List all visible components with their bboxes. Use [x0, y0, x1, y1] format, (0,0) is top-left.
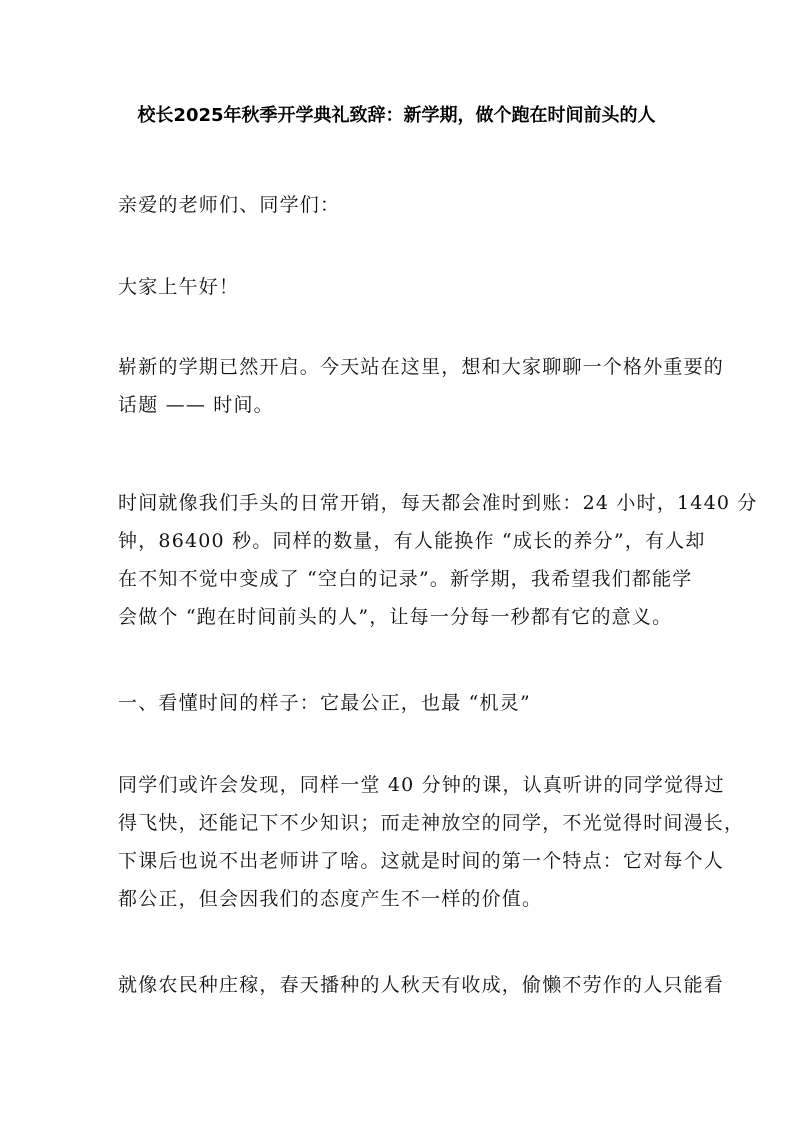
text-line: 得飞快，还能记下不少知识；而走神放空的同学，不光觉得时间漫长，	[118, 812, 745, 834]
paragraph-time-metaphor	[118, 484, 758, 636]
text-line: 一、看懂时间的样子：它最公正，也最 “机灵”	[118, 692, 531, 714]
text-line: 钟，86400 秒。同样的数量，有人能换作 “成长的养分”，有人却	[118, 530, 706, 552]
text-line: 亲爱的老师们、同学们：	[118, 194, 341, 216]
text-line: 大家上午好！	[118, 276, 240, 298]
paragraph-salutation	[118, 186, 678, 224]
text-line: 都公正，但会因我们的态度产生不一样的价值。	[118, 888, 543, 910]
text-line: 就像农民种庄稼，春天播种的人秋天有收成，偷懒不劳作的人只能看	[118, 974, 725, 996]
paragraph-farmer-example	[118, 966, 725, 1004]
text-line: 下课后也说不出老师讲了啥。这就是时间的第一个特点：它对每个人	[118, 850, 725, 872]
text-line: 时间就像我们手头的日常开销，每天都会准时到账：24 小时，1440 分	[118, 492, 758, 514]
section-heading-1	[118, 684, 678, 722]
text-line: 话题 —— 时间。	[118, 394, 274, 416]
document-title: 校长2025年秋季开学典礼致辞：新学期，做个跑在时间前头的人	[137, 105, 656, 126]
text-line: 在不知不觉中变成了 “空白的记录”。新学期，我希望我们都能学	[118, 568, 693, 590]
paragraph-classroom-example	[118, 766, 745, 918]
text-line: 崭新的学期已然开启。今天站在这里，想和大家聊聊一个格外重要的	[118, 356, 725, 378]
text-line: 会做个 “跑在时间前头的人”，让每一分每一秒都有它的意义。	[118, 606, 673, 628]
paragraph-greeting	[118, 268, 678, 306]
paragraph-intro	[118, 348, 725, 424]
text-line: 同学们或许会发现，同样一堂 40 分钟的课，认真听讲的同学觉得过	[118, 774, 725, 796]
